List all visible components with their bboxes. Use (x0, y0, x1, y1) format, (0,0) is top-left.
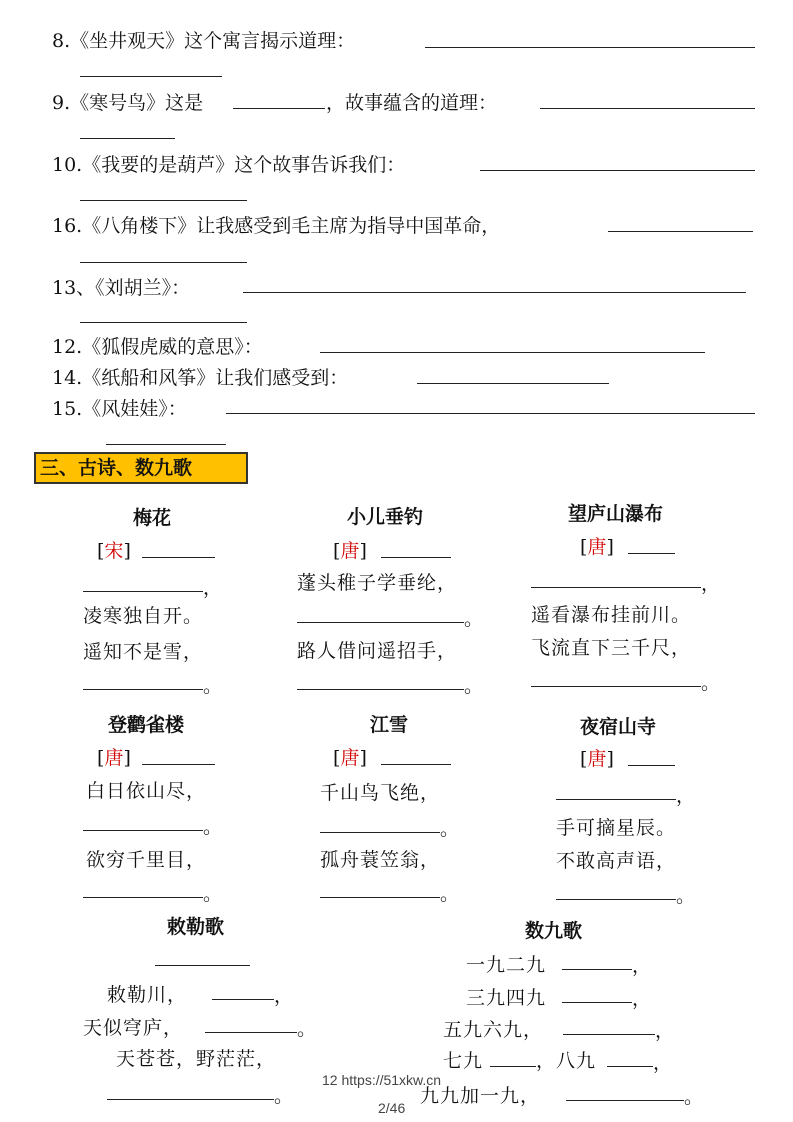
poem-line: 蓬头稚子学垂纶， (297, 572, 458, 594)
punct: ， (203, 577, 224, 599)
punct: 。 (274, 1085, 295, 1107)
answer-blank[interactable] (233, 108, 325, 109)
punct: ， (632, 988, 653, 1010)
answer-blank[interactable] (80, 200, 247, 201)
poem-line: 手可摘星辰。 (556, 817, 677, 839)
poem-line: 一九二九 (466, 954, 547, 976)
punct: ， (632, 955, 653, 977)
dynasty-label: [宋] (97, 540, 131, 562)
punct: 。 (701, 672, 722, 694)
question-9a: 9.《寒号鸟》这是 (52, 92, 204, 114)
poem-title: 夜宿山寺 (580, 716, 657, 738)
poem-line: 遥看瀑布挂前川。 (531, 604, 692, 626)
answer-blank[interactable] (425, 47, 755, 48)
punct: ， (653, 1052, 674, 1074)
punct: 。 (203, 675, 224, 697)
poem-title: 敕勒歌 (167, 916, 225, 938)
question-16: 16.《八角楼下》让我感受到毛主席为指导中国革命， (52, 215, 501, 237)
punct: 。 (203, 883, 224, 905)
dynasty-label: [唐] (97, 747, 131, 769)
poem-title: 登鹳雀楼 (108, 714, 185, 736)
poem-line: 七九 (443, 1050, 484, 1072)
question-14: 14.《纸船和风筝》让我们感受到： (52, 367, 349, 389)
answer-blank[interactable] (540, 108, 755, 109)
poem-line: 白日依山尽， (86, 780, 207, 802)
poem-line: 路人借问遥招手， (297, 640, 458, 662)
dynasty-label: [唐] (333, 540, 367, 562)
question-15: 15.《风娃娃》： (52, 398, 187, 420)
answer-blank[interactable] (628, 553, 675, 554)
answer-blank[interactable] (142, 764, 215, 765)
answer-blank[interactable] (226, 413, 755, 414)
poem-line: 天似穹庐， (83, 1017, 184, 1039)
answer-blank[interactable] (480, 170, 755, 171)
punct: 。 (203, 816, 224, 838)
poem-line: 敕勒川， (107, 984, 188, 1006)
poem-title: 数九歌 (525, 920, 583, 942)
answer-blank[interactable] (381, 764, 451, 765)
answer-blank[interactable] (607, 1066, 653, 1067)
answer-blank[interactable] (83, 830, 203, 831)
poem-line: 凌寒独自开。 (83, 605, 204, 627)
punct: 。 (440, 883, 461, 905)
answer-blank[interactable] (83, 897, 203, 898)
question-9b: ，故事蕴含的道理： (326, 92, 498, 114)
answer-blank[interactable] (106, 444, 226, 445)
answer-blank[interactable] (381, 557, 451, 558)
answer-blank[interactable] (320, 832, 440, 833)
answer-blank[interactable] (320, 352, 705, 353)
dynasty-label: [唐] (580, 748, 614, 770)
answer-blank[interactable] (297, 622, 464, 623)
poem-line: 千山鸟飞绝， (320, 782, 441, 804)
punct: ， (701, 573, 722, 595)
section-title: 三、古诗、数九歌 (34, 452, 248, 484)
punct: ， (274, 985, 295, 1007)
poem-line: 三九四九 (466, 987, 547, 1009)
question-12: 12.《狐假虎威的意思》： (52, 336, 263, 358)
punct: 。 (676, 885, 697, 907)
answer-blank[interactable] (531, 686, 701, 687)
answer-blank[interactable] (556, 899, 676, 900)
punct: 。 (684, 1086, 705, 1108)
answer-blank[interactable] (80, 262, 247, 263)
punct: ， (676, 785, 697, 807)
answer-blank[interactable] (297, 689, 464, 690)
answer-blank[interactable] (83, 591, 203, 592)
punct: 。 (297, 1018, 318, 1040)
answer-blank[interactable] (243, 292, 746, 293)
poem-line: 欲穷千里目， (86, 849, 207, 871)
poem-line: 遥知不是雪， (83, 641, 204, 663)
answer-blank[interactable] (320, 897, 440, 898)
dynasty-label: [唐] (333, 747, 367, 769)
question-8: 8.《坐井观天》这个寓言揭示道理： (52, 30, 356, 52)
answer-blank[interactable] (80, 138, 175, 139)
answer-blank[interactable] (563, 1034, 655, 1035)
question-10: 10.《我要的是葫芦》这个故事告诉我们： (52, 154, 406, 176)
answer-blank[interactable] (155, 965, 250, 966)
footer-url: 12 https://51xkw.cn (322, 1072, 442, 1088)
poem-line: ，八九 (536, 1050, 597, 1072)
poem-title: 望庐山瀑布 (568, 503, 664, 525)
answer-blank[interactable] (80, 76, 222, 77)
answer-blank[interactable] (417, 383, 609, 384)
answer-blank[interactable] (628, 765, 675, 766)
punct: 。 (464, 675, 485, 697)
answer-blank[interactable] (562, 1002, 632, 1003)
poem-line: 九九加一九， (420, 1085, 541, 1107)
punct: 。 (464, 608, 485, 630)
answer-blank[interactable] (205, 1032, 297, 1033)
poem-line: 不敢高声语， (556, 850, 677, 872)
page-number: 2/46 (378, 1100, 406, 1116)
answer-blank[interactable] (212, 999, 274, 1000)
punct: 。 (440, 818, 461, 840)
poem-title: 江雪 (370, 714, 409, 736)
poem-line: 五九六九， (443, 1019, 544, 1041)
answer-blank[interactable] (556, 799, 676, 800)
answer-blank[interactable] (80, 322, 247, 323)
poem-line: 飞流直下三千尺， (531, 637, 692, 659)
answer-blank[interactable] (608, 231, 753, 232)
poem-title: 小儿垂钓 (347, 506, 424, 528)
dynasty-label: [唐] (580, 536, 614, 558)
poem-title: 梅花 (133, 507, 172, 529)
answer-blank[interactable] (142, 557, 215, 558)
answer-blank[interactable] (490, 1066, 536, 1067)
question-13: 13、《刘胡兰》： (52, 277, 191, 299)
answer-blank[interactable] (566, 1100, 684, 1101)
poem-line: 天苍苍，野茫茫， (116, 1048, 277, 1070)
answer-blank[interactable] (531, 587, 701, 588)
poem-line: 孤舟蓑笠翁， (320, 849, 441, 871)
punct: ， (655, 1020, 676, 1042)
answer-blank[interactable] (562, 969, 632, 970)
answer-blank[interactable] (83, 689, 203, 690)
answer-blank[interactable] (107, 1099, 274, 1100)
